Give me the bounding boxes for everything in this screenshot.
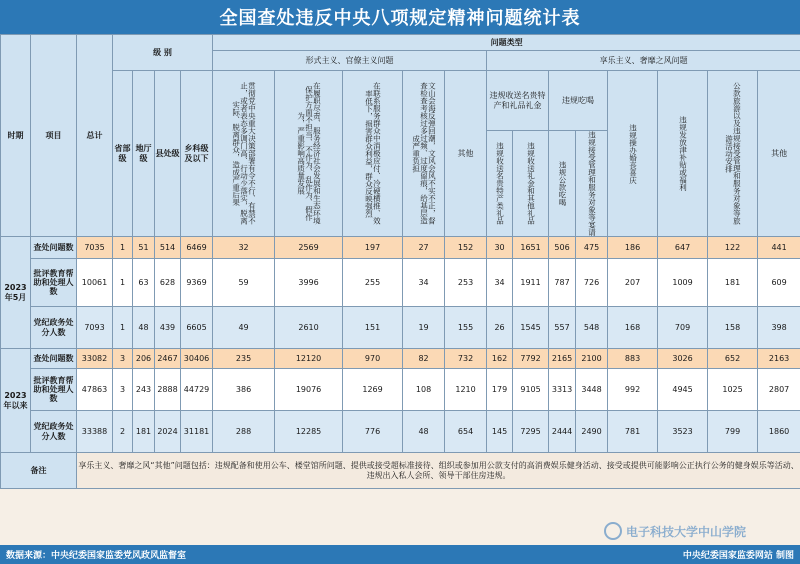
- table-cell: 9369: [181, 259, 213, 307]
- table-cell: 33082: [77, 349, 113, 369]
- table-cell: 2024: [155, 411, 181, 453]
- table-row: [1, 349, 800, 369]
- watermark-text: 电子科技大学中山学院: [626, 524, 747, 539]
- header-hedonism-col-3: [549, 131, 576, 237]
- table-cell: 158: [708, 307, 758, 349]
- table-cell: 152: [445, 237, 487, 259]
- table-cell: 398: [758, 307, 800, 349]
- header-formalism-col-2: [275, 71, 343, 237]
- table-cell: 652: [708, 349, 758, 369]
- table-cell: 1009: [658, 259, 708, 307]
- table-cell: 2610: [275, 307, 343, 349]
- stats-table: [0, 34, 800, 489]
- table-cell: 2444: [549, 411, 576, 453]
- header-hedonism-eat-group: 违规吃喝: [549, 71, 608, 131]
- table-cell: 243: [133, 369, 155, 411]
- table-cell: 3996: [275, 259, 343, 307]
- table-cell: 1: [113, 237, 133, 259]
- table-cell: 3523: [658, 411, 708, 453]
- row-item-label: 批评教育帮助和处理人数: [31, 259, 77, 307]
- table-cell: 181: [133, 411, 155, 453]
- table-cell: 992: [608, 369, 658, 411]
- table-cell: 2163: [758, 349, 800, 369]
- row-item-label: 查处问题数: [31, 349, 77, 369]
- table-cell: 27: [403, 237, 445, 259]
- table-cell: 288: [213, 411, 275, 453]
- table-cell: 34: [487, 259, 513, 307]
- table-cell: 26: [487, 307, 513, 349]
- table-cell: 1: [113, 259, 133, 307]
- table-cell: 970: [343, 349, 403, 369]
- table-cell: 628: [155, 259, 181, 307]
- table-cell: 1269: [343, 369, 403, 411]
- credit: 中央纪委国家监委网站 制图: [682, 551, 794, 561]
- table-cell: 235: [213, 349, 275, 369]
- period-label: 2023年5月: [1, 237, 31, 349]
- table-cell: 47863: [77, 369, 113, 411]
- table-cell: 49: [213, 307, 275, 349]
- table-cell: 186: [608, 237, 658, 259]
- table-cell: 51: [133, 237, 155, 259]
- table-cell: 7295: [513, 411, 549, 453]
- table-cell: 181: [708, 259, 758, 307]
- table-cell: 506: [549, 237, 576, 259]
- table-cell: 44729: [181, 369, 213, 411]
- table-cell: 2467: [155, 349, 181, 369]
- table-cell: 799: [708, 411, 758, 453]
- header-hedonism: 享乐主义、奢靡之风问题: [487, 51, 800, 71]
- header-hedonism-gift-group: 违规收送名贵特产和礼品礼金: [487, 71, 549, 131]
- table-cell: 2: [113, 411, 133, 453]
- table-cell: 776: [343, 411, 403, 453]
- header-hedonism-col-3-text: 违规公款吃喝: [557, 161, 567, 206]
- table-cell: 12285: [275, 411, 343, 453]
- table-row: [1, 237, 800, 259]
- table-cell: 30406: [181, 349, 213, 369]
- table-cell: 3026: [658, 349, 708, 369]
- table-cell: 781: [608, 411, 658, 453]
- table-cell: 6469: [181, 237, 213, 259]
- header-hedonism-col-7-text: 公款旅游以及违规接受管理和服务对象等旅游活动安排: [724, 82, 742, 225]
- table-cell: 12120: [275, 349, 343, 369]
- table-cell: 155: [445, 307, 487, 349]
- table-cell: 548: [576, 307, 608, 349]
- header-formalism-other: 其他: [445, 71, 487, 237]
- table-cell: 2807: [758, 369, 800, 411]
- table-cell: 2490: [576, 411, 608, 453]
- table-cell: 206: [133, 349, 155, 369]
- header-hedonism-col-6-text: 违规发放津补贴或福利: [678, 116, 688, 191]
- header-problem-type: 问题类型: [213, 35, 800, 51]
- header-hedonism-col-2-text: 违规收送礼金和其他礼品: [526, 142, 536, 225]
- table-row: [1, 411, 800, 453]
- header-hedonism-col-4-text: 违规接受管理和服务对象等宴请: [587, 131, 597, 236]
- header-level: 级 别: [113, 35, 213, 71]
- table-cell: 647: [658, 237, 708, 259]
- row-item-label: 党纪政务处分人数: [31, 307, 77, 349]
- table-cell: 3448: [576, 369, 608, 411]
- table-cell: 1025: [708, 369, 758, 411]
- table-cell: 6605: [181, 307, 213, 349]
- table-cell: 145: [487, 411, 513, 453]
- table-cell: 32: [213, 237, 275, 259]
- table-cell: 33388: [77, 411, 113, 453]
- table-cell: 19: [403, 307, 445, 349]
- table-cell: 3: [113, 349, 133, 369]
- table-cell: 253: [445, 259, 487, 307]
- table-cell: 10061: [77, 259, 113, 307]
- table-cell: 108: [403, 369, 445, 411]
- note-label: 备注: [1, 453, 77, 489]
- header-hedonism-other: 其他: [758, 71, 800, 237]
- header-formalism-col-4-text: 文山会海反弹回潮，文风会风不实不正，督查检查考核过多过频、过度留痕，给基层造成严重负担: [411, 82, 437, 225]
- table-cell: 787: [549, 259, 576, 307]
- table-cell: 3313: [549, 369, 576, 411]
- row-item-label: 查处问题数: [31, 237, 77, 259]
- header-formalism: 形式主义、官僚主义问题: [213, 51, 487, 71]
- page-title: [0, 0, 800, 34]
- note-text: 享乐主义、奢靡之风“其他”问题包括：违规配备和使用公车、楼堂馆所问题、提供或接受超标准接待、组织或参加用公款支付的高消费娱乐健身活动、接受或提供可能影响公正执行公务的健身娱乐等活动、违规出入私人会所、领导干部住房违规。: [77, 453, 800, 489]
- watermark: [604, 522, 746, 540]
- table-cell: 3: [113, 369, 133, 411]
- table-cell: 709: [658, 307, 708, 349]
- header-hedonism-col-2: [513, 131, 549, 237]
- table-cell: 255: [343, 259, 403, 307]
- table-cell: 1860: [758, 411, 800, 453]
- table-cell: 63: [133, 259, 155, 307]
- table-cell: 2569: [275, 237, 343, 259]
- period-label: 2023年以来: [1, 349, 31, 453]
- table-cell: 2165: [549, 349, 576, 369]
- header-formalism-col-2-text: 在履职尽责、服务经济社会发展和生态环境保护方面不担当、不作为、乱作为、假作为，严重影响高质量发展: [296, 82, 322, 225]
- row-item-label: 党纪政务处分人数: [31, 411, 77, 453]
- table-cell: 475: [576, 237, 608, 259]
- row-item-label: 批评教育帮助和处理人数: [31, 369, 77, 411]
- header-hedonism-col-7: [708, 71, 758, 237]
- table-cell: 1911: [513, 259, 549, 307]
- header-hedonism-col-5-text: 违规操办婚丧喜庆: [628, 123, 638, 184]
- header-hedonism-col-4: [576, 131, 608, 237]
- table-cell: 883: [608, 349, 658, 369]
- table-cell: 48: [403, 411, 445, 453]
- table-cell: 82: [403, 349, 445, 369]
- header-hedonism-col-5: [608, 71, 658, 237]
- table-cell: 7792: [513, 349, 549, 369]
- table-cell: 609: [758, 259, 800, 307]
- table-cell: 34: [403, 259, 445, 307]
- table-cell: 514: [155, 237, 181, 259]
- header-level-provincial: 省部级: [113, 71, 133, 237]
- table-cell: 19076: [275, 369, 343, 411]
- footer-bar: [0, 545, 800, 564]
- table-cell: 4945: [658, 369, 708, 411]
- table-cell: 207: [608, 259, 658, 307]
- table-cell: 1545: [513, 307, 549, 349]
- table-cell: 732: [445, 349, 487, 369]
- table-cell: 1651: [513, 237, 549, 259]
- table-cell: 197: [343, 237, 403, 259]
- table-cell: 168: [608, 307, 658, 349]
- header-level-prefecture: 地厅级: [133, 71, 155, 237]
- table-cell: 31181: [181, 411, 213, 453]
- table-cell: 2100: [576, 349, 608, 369]
- table-cell: 122: [708, 237, 758, 259]
- table-row: [1, 307, 800, 349]
- header-hedonism-col-6: [658, 71, 708, 237]
- table-cell: 9105: [513, 369, 549, 411]
- table-cell: 179: [487, 369, 513, 411]
- header-period: 时期: [1, 35, 31, 237]
- table-cell: 1: [113, 307, 133, 349]
- header-formalism-col-3: [343, 71, 403, 237]
- header-item: 项目: [31, 35, 77, 237]
- header-level-township: 乡科级及以下: [181, 71, 213, 237]
- header-formalism-col-1-text: 贯彻党中央重大决策部署有令不行、有禁不止，或者表态多调门高、行动少落实，脱离实际、脱离群众，造成严重后果: [231, 82, 257, 225]
- table-cell: 441: [758, 237, 800, 259]
- seal-icon: [604, 522, 622, 540]
- table-cell: 7093: [77, 307, 113, 349]
- table-cell: 59: [213, 259, 275, 307]
- table-cell: 2888: [155, 369, 181, 411]
- table-cell: 654: [445, 411, 487, 453]
- page-title-text: 全国查处违反中央八项规定精神问题统计表: [219, 8, 581, 29]
- table-cell: 386: [213, 369, 275, 411]
- header-hedonism-col-1-text: 违规收送名贵特产类礼品: [495, 142, 505, 225]
- table-cell: 151: [343, 307, 403, 349]
- table-cell: 726: [576, 259, 608, 307]
- header-formalism-col-1: [213, 71, 275, 237]
- header-formalism-col-3-text: 在联系服务群众中消极应付、冷硬横推、效率低下，损害群众利益，群众反映强烈: [364, 82, 382, 225]
- table-cell: 439: [155, 307, 181, 349]
- table-cell: 7035: [77, 237, 113, 259]
- data-source: 数据来源：中央纪委国家监委党风政风监督室: [6, 551, 187, 561]
- table-row: [1, 259, 800, 307]
- stats-table-body: [1, 237, 800, 453]
- table-cell: 162: [487, 349, 513, 369]
- table-cell: 1210: [445, 369, 487, 411]
- table-cell: 48: [133, 307, 155, 349]
- header-formalism-col-4: [403, 71, 445, 237]
- table-cell: 557: [549, 307, 576, 349]
- header-total: 总计: [77, 35, 113, 237]
- header-hedonism-col-1: [487, 131, 513, 237]
- table-cell: 30: [487, 237, 513, 259]
- table-row: [1, 369, 800, 411]
- header-level-county: 县处级: [155, 71, 181, 237]
